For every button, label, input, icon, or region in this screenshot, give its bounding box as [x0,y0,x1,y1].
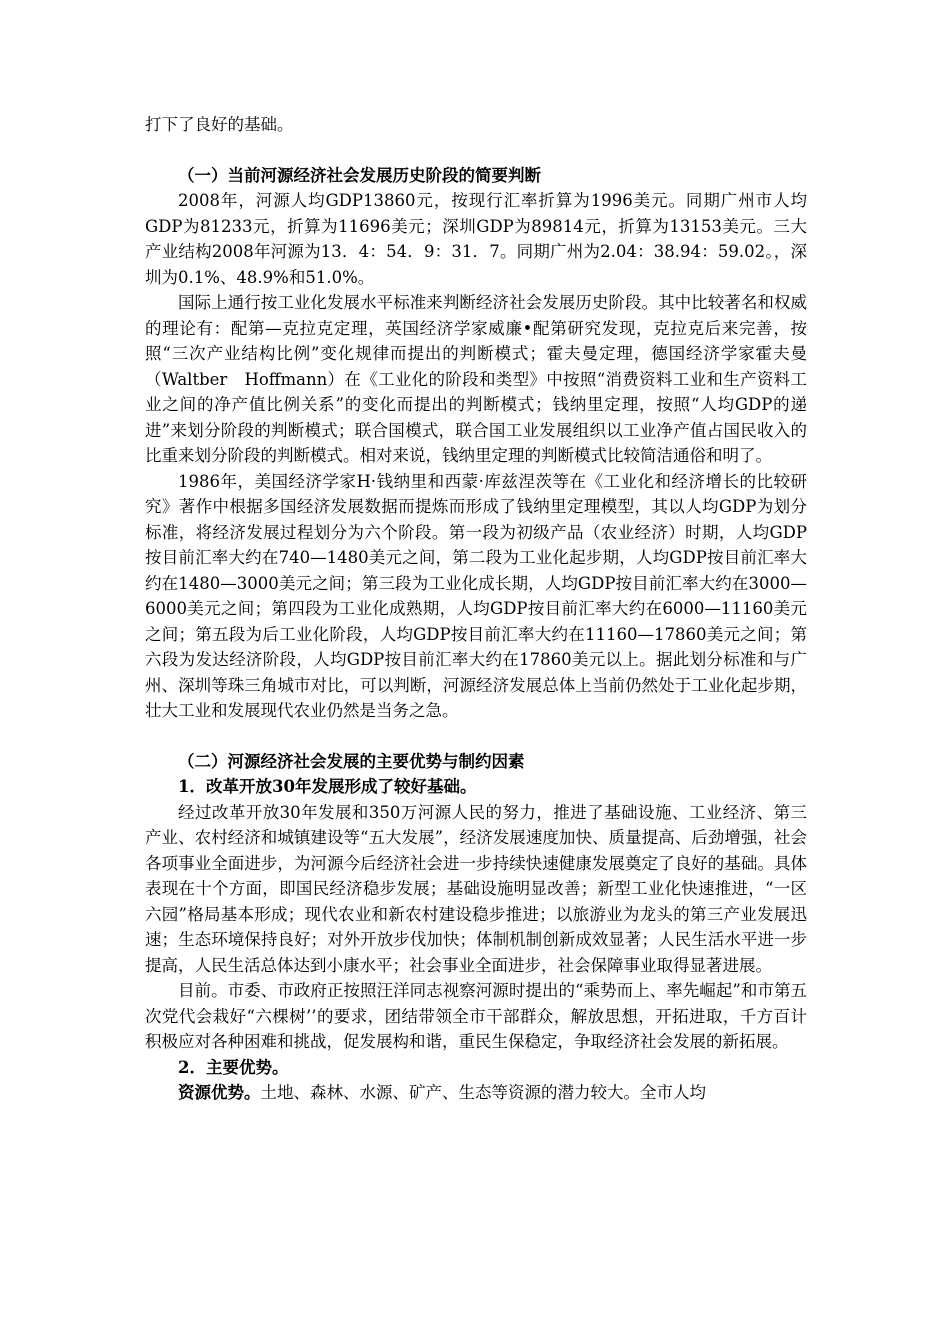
document-page [145,112,807,1106]
section-heading-2: （二）河源经济社会发展的主要优势与制约因素 [178,751,525,771]
subheading-reform-basis: 1．改革开放30年发展形成了较好基础。 [178,777,477,796]
resource-advantage-lead: 资源优势。 [178,1083,261,1102]
paragraph-current-work: 目前。市委、市政府正按照汪洋同志视察河源时提出的“乘势而上、率先崛起”和市第五次党代会栽好“六棵树’’的要求，团结带领全市干部群众，解放思想，开拓进取，千方百计积极应对各种困难和挑战，促发展构和谐，重民生保稳定，争取经济社会发展的新拓展。 [145,981,807,1051]
resource-advantage-text: 土地、森林、水源、矿产、生态等资源的潜力较大。全市人均 [260,1083,706,1102]
subheading-main-advantages: 2．主要优势。 [178,1057,289,1077]
paragraph-resource-advantage [145,1080,807,1106]
paragraph-chenery-model: 1986年，美国经济学家H·钱纳里和西蒙·库兹涅茨等在《工业化和经济增长的比较研究》著作中根据多国经济发展数据而提炼而形成了钱纳里定理模型，其以人均GDP为划分标准，将经济发展过程划分为六个阶段。第一段为初级产品（农业经济）时期，人均GDP按目前汇率大约在740—1480美元之间，第二段为工业化起步期，人均GDP按目前汇率大约在1480—3000美元之间；第三段为工业化成长期，人均GDP按目前汇率大约在3000—6000美元之间；第四段为工业化成熟期，人均GDP按目前汇率大约在6000—11160美元之间；第五段为后工业化阶段，人均GDP按目前汇率大约在11160—17860美元之间；第六段为发达经济阶段，人均GDP按目前汇率大约在17860美元以上。据此划分标准和与广州、深圳等珠三角城市对比，可以判断，河源经济发展总体上当前仍然处于工业化起步期，壮大工业和发展现代农业仍然是当务之急。 [145,471,807,720]
section-heading-1: （一）当前河源经济社会发展历史阶段的简要判断 [178,165,541,185]
paragraph-reform-achievements: 经过改革开放30年发展和350万河源人民的努力，推进了基础设施、工业经济、第三产业、农村经济和城镇建设等“五大发展”，经济发展速度加快、质量提高、后劲增强，社会各项事业全面进步，为河源今后经济社会进一步持续快速健康发展奠定了良好的基础。具体表现在十个方面，即国民经济稳步发展；基础设施明显改善；新型工业化快速推进，“一区六园”格局基本形成；现代农业和新农村建设稳步推进；以旅游业为龙头的第三产业发展迅速；生态环境保持良好；对外开放步伐加快；体制机制创新成效显著；人民生活水平进一步提高，人民生活总体达到小康水平；社会事业全面进步，社会保障事业取得显著进展。 [145,802,807,975]
paragraph-continuation: 打下了良好的基础。 [145,115,294,134]
paragraph-theories: 国际上通行按工业化发展水平标准来判断经济社会发展历史阶段。其中比较著名和权威的理论有：配第—克拉克定理，英国经济学家威廉•配第研究发现，克拉克后来完善，按照“三次产业结构比例”变化规律而提出的判断模式；霍夫曼定理，德国经济学家霍夫曼（Waltber Hoffmann）在《工业化的阶段和类型》中按照“消费资料工业和生产资料工业之间的净产值比例关系”的变化而提出的判断模式；钱纳里定理，按照“人均GDP的递进”来划分阶段的判断模式；联合国模式，联合国工业发展组织以工业净产值占国民收入的比重来划分阶段的判断模式。相对来说，钱纳里定理的判断模式比较简洁通俗和明了。 [145,293,807,465]
paragraph-gdp-comparison: 2008年，河源人均GDP13860元，按现行汇率折算为1996美元。同期广州市人均GDP为81233元，折算为11696美元；深圳GDP为89814元，折算为13153美元。三大产业结构2008年河源为13．4：54．9：31．7。同期广州为2.04：38.94：59.02。，深圳为0.1%、48.9%和51.0%。 [145,191,807,287]
